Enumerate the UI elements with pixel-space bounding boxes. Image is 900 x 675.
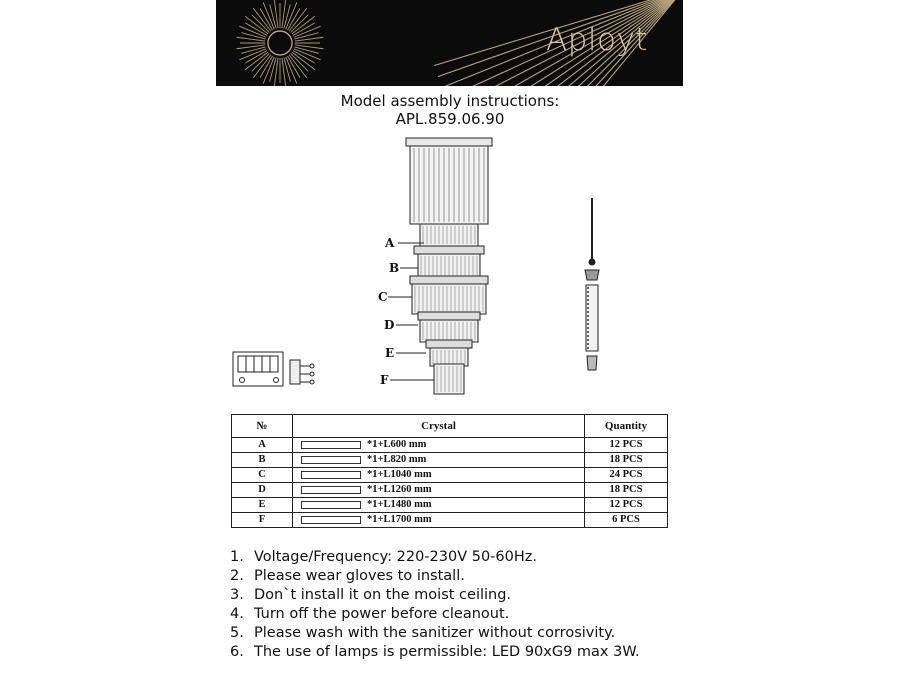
chandelier-drawing [406,138,492,394]
parts-table [231,414,668,528]
crystal-bar-icon [301,486,361,494]
row-id: D [232,483,293,498]
row-id: F [232,513,293,528]
table-row [232,468,668,483]
table-row [232,498,668,513]
quantity: 24 PCS [585,468,668,483]
diagram-label-c: C [378,290,388,304]
side-view-drawing [585,198,599,370]
instruction-list [230,548,640,662]
crystal-spec: *1+L600 mm [367,439,427,450]
list-item: 1. Voltage/Frequency: 220-230V 50-60Hz. [230,549,537,565]
page-title: Model assembly instructions: [340,92,560,110]
diagram-label-b: B [389,261,400,275]
crystal-spec: *1+L1700 mm [367,514,432,525]
row-id: C [232,468,293,483]
diagram-label-a: A [385,236,395,250]
table-row [232,513,668,528]
crystal-bar-icon [301,516,361,524]
crystal-spec: *1+L1480 mm [367,499,432,510]
quantity: 12 PCS [585,498,668,513]
row-id: B [232,453,293,468]
crystal-bar-icon [301,501,361,509]
list-item: 4. Turn off the power before cleanout. [230,606,510,622]
table-row [232,453,668,468]
terminal-block-drawing [233,352,314,386]
crystal-bar-icon [301,456,361,464]
column-header-crystal: Crystal [293,415,585,438]
quantity: 12 PCS [585,438,668,453]
list-item: 2. Please wear gloves to install. [230,568,465,584]
diagram-label-f: F [380,373,389,387]
brand-logo-text: Aployt [546,22,648,58]
diagram-label-d: D [384,318,395,332]
column-header-quantity: Quantity [585,415,668,438]
row-id: A [232,438,293,453]
crystal-spec: *1+L1260 mm [367,484,432,495]
quantity: 6 PCS [585,513,668,528]
table-row [232,483,668,498]
diagram-label-e: E [385,346,395,360]
quantity: 18 PCS [585,453,668,468]
list-item: 6. The use of lamps is permissible: LED 90xG9 max 3W. [230,644,640,660]
crystal-spec: *1+L820 mm [367,454,427,465]
crystal-bar-icon [301,471,361,479]
crystal-spec: *1+L1040 mm [367,469,432,480]
table-header-row [232,415,668,438]
crystal-bar-icon [301,441,361,449]
list-item: 3. Don`t install it on the moist ceiling. [230,587,512,603]
row-id: E [232,498,293,513]
table-row [232,438,668,453]
list-item: 5. Please wash with the sanitizer without corrosivity. [230,625,616,641]
model-number: APL.859.06.90 [395,110,505,128]
column-header-number: № [232,415,293,438]
quantity: 18 PCS [585,483,668,498]
